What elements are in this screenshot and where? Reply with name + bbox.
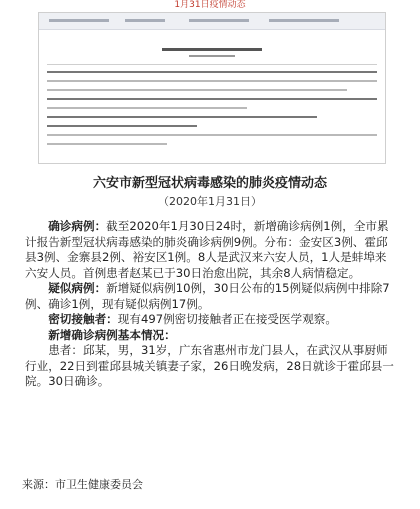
new-case-paragraph: 患者：邱某，男，31岁，广东省惠州市龙门县人，在武汉从事厨师行业，22日到霍邱县城关镇妻子家，26日晚发病，28日就诊于霍邱县一院。30日确诊。 [25,343,394,388]
confirmed-paragraph [25,219,397,281]
article-body [25,219,397,390]
contacts-text: 现有497例密切接触者正在接受医学观察。 [117,312,337,326]
article-source: 来源：市卫生健康委员会 [22,478,143,491]
suspected-text: 新增疑似病例10例，30日公布的15例疑似病例中排除7例、确诊1例，现有疑似病例17例。 [25,281,390,311]
article-title: 六安市新型冠状病毒感染的肺炎疫情动态 [92,176,327,191]
contacts-paragraph [25,312,397,328]
screenshot-meta-bar [39,13,385,30]
contacts-label: 密切接触者： [48,312,118,326]
new-case-heading [25,328,397,344]
screenshot-divider [47,64,377,65]
embedded-article-screenshot [38,12,386,164]
suspected-paragraph [25,281,397,312]
new-case-label: 新增确诊病例基本情况： [48,327,176,342]
confirmed-text: 截至2020年1月30日24时，新增确诊病例1例，全市累计报告新型冠状病毒感染的肺炎确诊病例9例。分布：金安区3例、霍邱县3例、金寨县2例、裕安区1例。8人是武汉来六安人员，1人是蚌埠来六安人员。首例患者赵某已于30日治愈出院，其余8人病情稳定。 [25,219,389,280]
article-date: （2020年1月31日） [158,195,262,208]
confirmed-label: 确诊病例： [48,219,107,233]
suspected-label: 疑似病例： [48,281,107,295]
screenshot-article-date [189,55,235,57]
screenshot-article-title [162,48,262,51]
page-title: 1月31日疫情动态 [174,0,246,10]
